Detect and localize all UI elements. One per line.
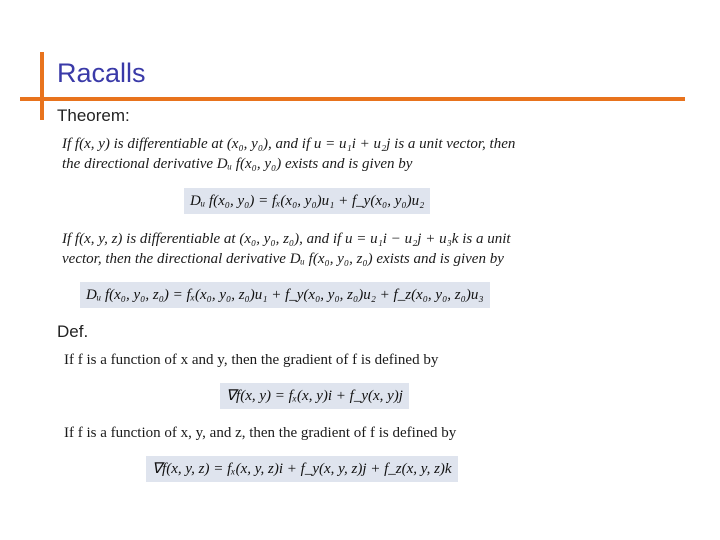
- accent-horizontal-bar: [20, 97, 685, 101]
- slide-title: Racalls: [57, 58, 146, 88]
- theorem-2-line-2: vector, then the directional derivative Dᵤ f(x₀, y₀, z₀) exists and is given by: [62, 251, 504, 267]
- theorem-1-line-1: If f(x, y) is differentiable at (x₀, y₀), and if u = u₁i + u₂j is a unit vector, then: [62, 136, 516, 152]
- theorem-label: Theorem:: [57, 106, 130, 125]
- directional-derivative-2d-formula: Dᵤ f(x₀, y₀) = fₓ(x₀, y₀)u₁ + f_y(x₀, y₀)u₂: [184, 188, 430, 214]
- definition-1-line: If f is a function of x and y, then the gradient of f is defined by: [64, 352, 439, 368]
- definition-2-line: If f is a function of x, y, and z, then the gradient of f is defined by: [64, 425, 457, 441]
- accent-vertical-bar: [40, 52, 44, 120]
- directional-derivative-3d-formula: Dᵤ f(x₀, y₀, z₀) = fₓ(x₀, y₀, z₀)u₁ + f_y(x₀, y₀, z₀)u₂ + f_z(x₀, y₀, z₀)u₃: [80, 282, 490, 308]
- gradient-2d-formula: ∇f(x, y) = fₓ(x, y)i + f_y(x, y)j: [220, 383, 409, 409]
- gradient-3d-formula: ∇f(x, y, z) = fₓ(x, y, z)i + f_y(x, y, z)j + f_z(x, y, z)k: [146, 456, 458, 482]
- definition-label: Def.: [57, 322, 89, 341]
- theorem-1-line-2: the directional derivative Dᵤ f(x₀, y₀) exists and is given by: [62, 156, 413, 172]
- theorem-2-line-1: If f(x, y, z) is differentiable at (x₀, y₀, z₀), and if u = u₁i − u₂j + u₃k is a unit: [62, 231, 511, 247]
